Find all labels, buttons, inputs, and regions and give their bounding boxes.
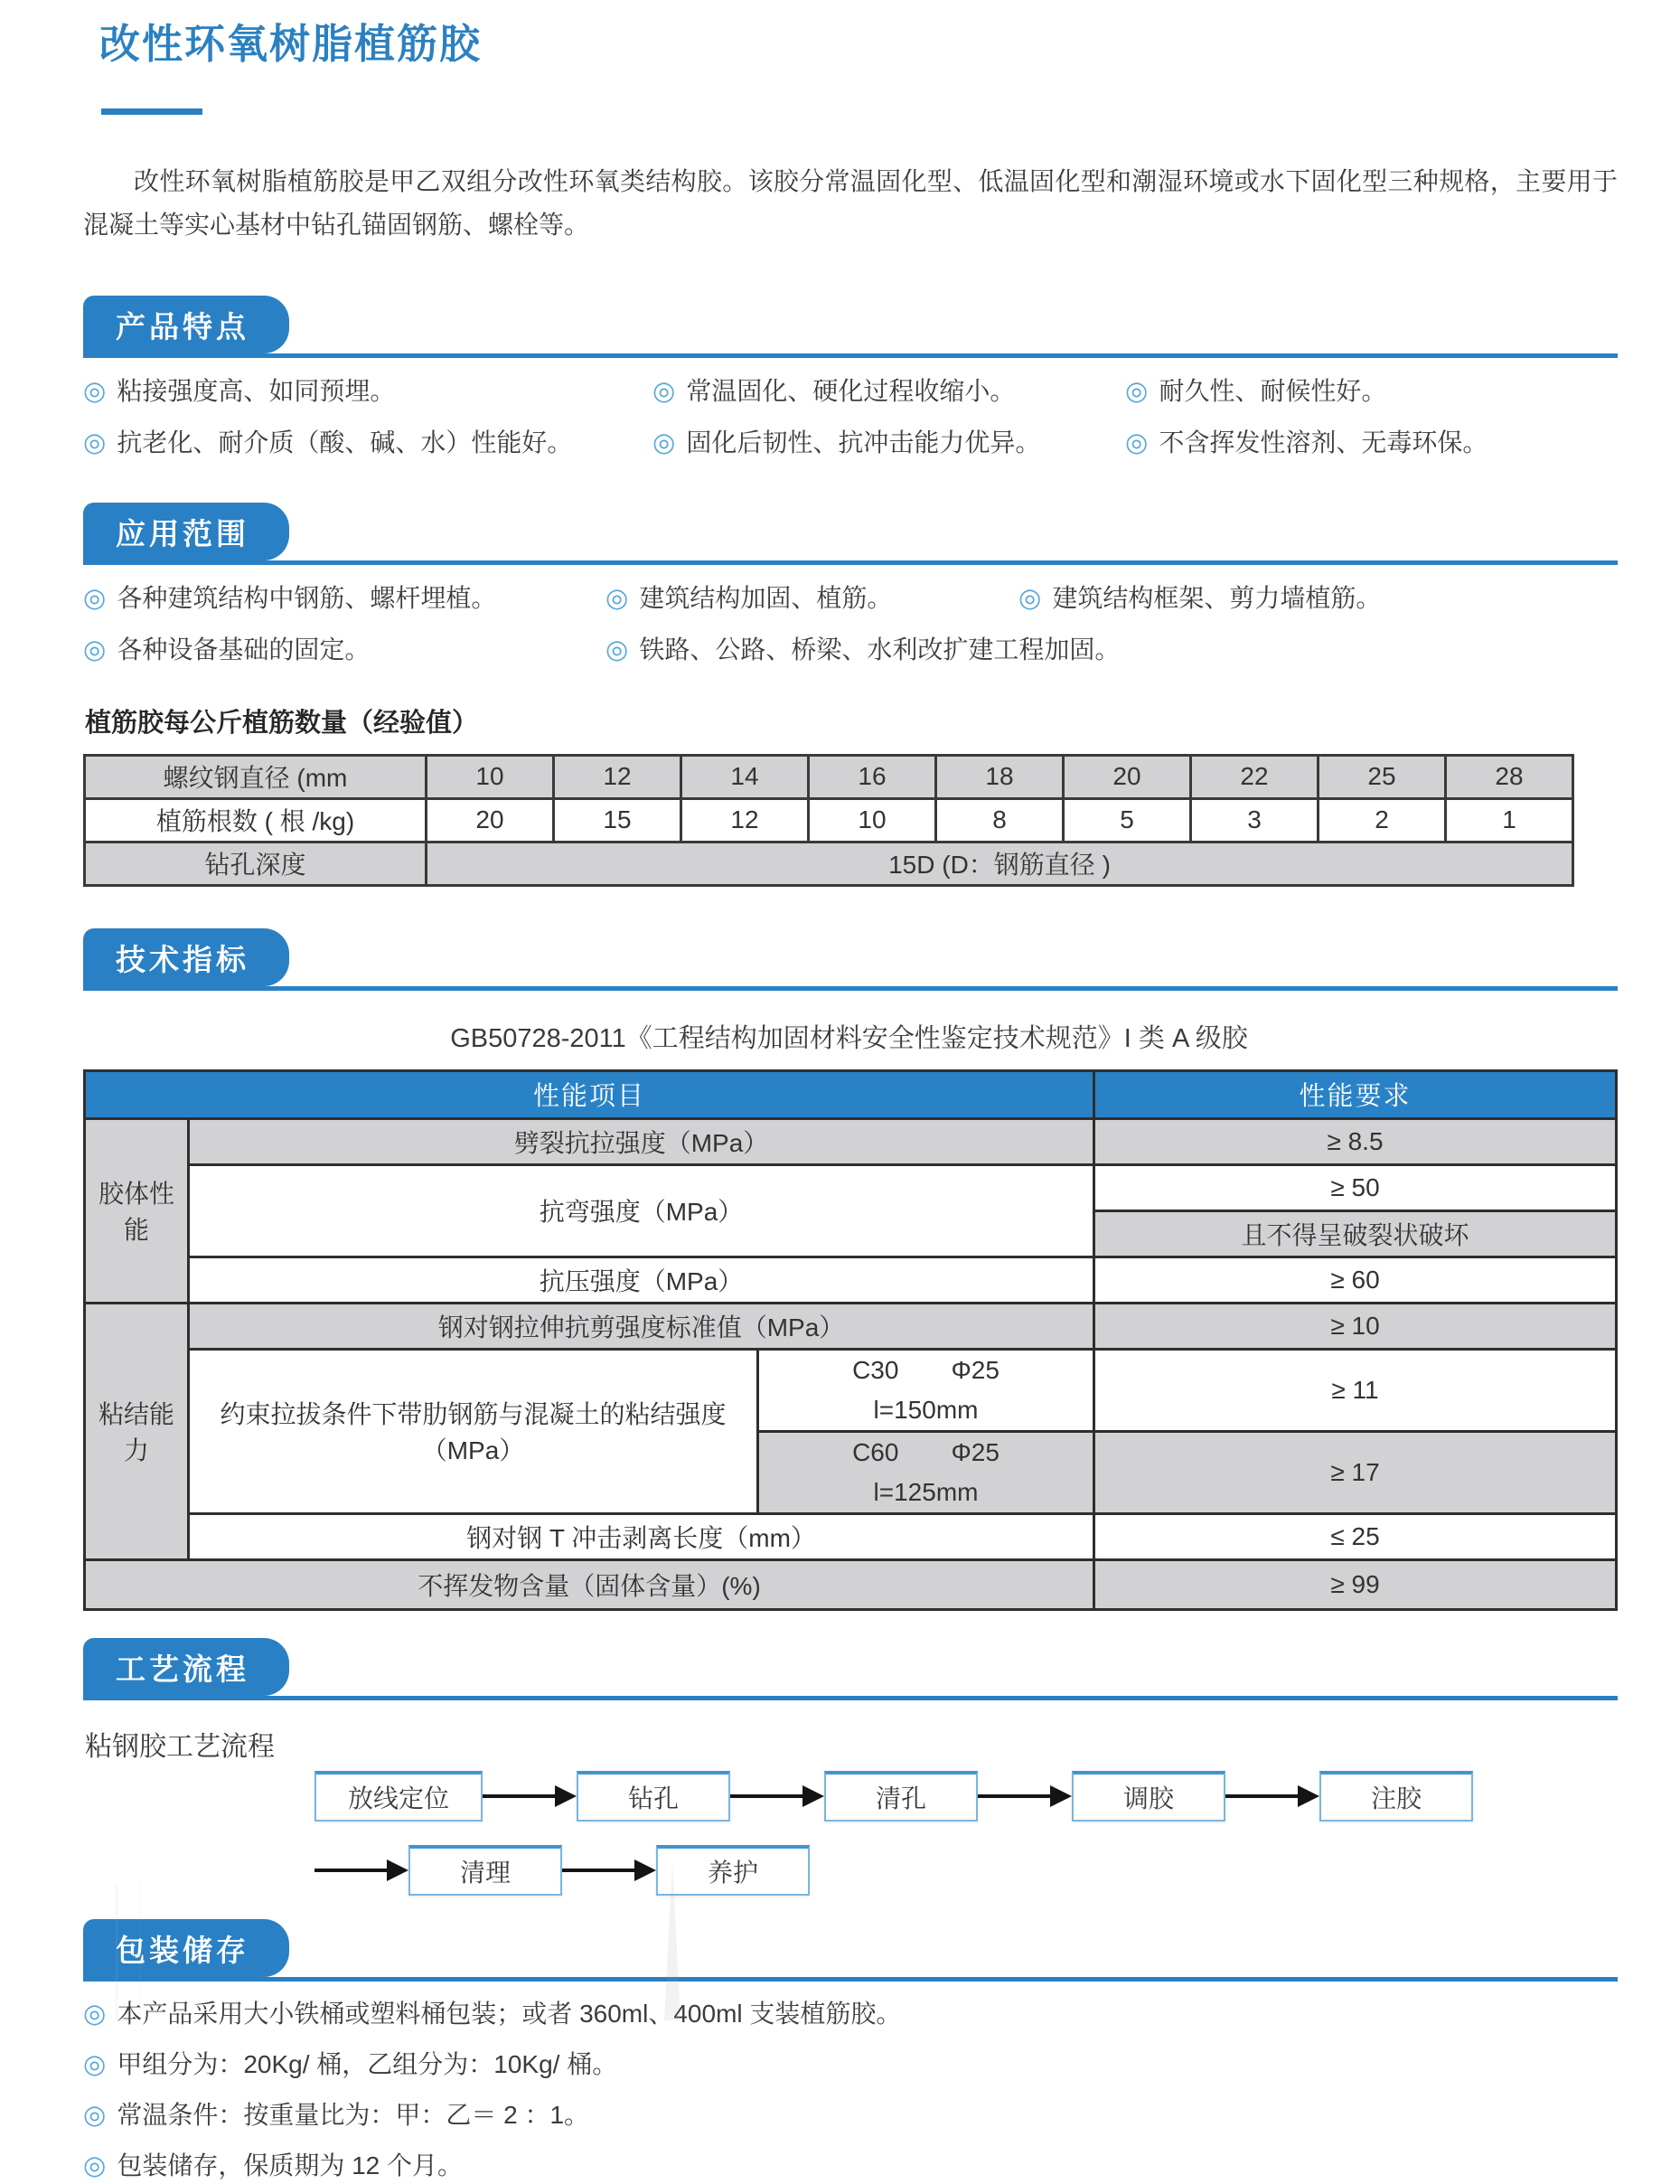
arrow-right-icon xyxy=(978,1785,1072,1807)
table-cell: 28 xyxy=(1446,755,1573,798)
requirement-value: ≥ 10 xyxy=(1094,1303,1617,1349)
applications-row-1 xyxy=(83,580,1618,617)
table-row xyxy=(85,1257,1617,1303)
list-item xyxy=(1125,373,1386,410)
property-label: 钢对钢拉伸抗剪强度标准值（MPa） xyxy=(189,1303,1094,1349)
table-row xyxy=(85,1559,1617,1609)
list-item xyxy=(652,373,1125,410)
table-cell: 22 xyxy=(1191,755,1319,798)
table-row xyxy=(85,1118,1617,1164)
requirement-note: 且不得呈破裂状破坏 xyxy=(1094,1210,1617,1257)
test-condition-cell xyxy=(758,1431,1094,1513)
requirement-value: ≥ 50 xyxy=(1094,1164,1617,1210)
process-heading-badge: 工艺流程 xyxy=(83,1638,289,1696)
table-cell: 14 xyxy=(681,755,809,798)
feature-text: 粘接强度高、如同预埋。 xyxy=(117,376,396,405)
feature-text: 耐久性、耐候性好。 xyxy=(1159,376,1387,405)
section-header-applications xyxy=(83,503,1618,565)
arrow-right-icon xyxy=(483,1785,577,1807)
table-cell: 2 xyxy=(1319,798,1446,842)
features-row-2 xyxy=(83,425,1618,461)
requirement-value: ≥ 17 xyxy=(1094,1431,1617,1513)
application-text: 建筑结构加固、植筋。 xyxy=(639,583,893,612)
bullet-icon: ◎ xyxy=(83,583,107,613)
process-flow-label: 粘钢胶工艺流程 xyxy=(85,1731,275,1762)
table-cell: 1 xyxy=(1446,798,1573,842)
property-label: 钢对钢 T 冲击剥离长度（mm） xyxy=(189,1513,1094,1559)
table-cell: 18 xyxy=(936,755,1064,798)
flow-step: 调胶 xyxy=(1072,1771,1225,1822)
packaging-text: 包装储存，保质期为 12 个月。 xyxy=(117,2151,464,2179)
feature-text: 不含挥发性溶剂、无毒环保。 xyxy=(1159,428,1488,457)
bullet-icon: ◎ xyxy=(83,428,107,457)
table-cell: 3 xyxy=(1191,798,1319,842)
packaging-text: 常温条件：按重量比为：甲：乙＝ 2 ：1。 xyxy=(117,2100,590,2129)
list-item xyxy=(83,2097,1618,2133)
table-cell: 10 xyxy=(809,798,936,842)
list-item xyxy=(83,373,652,410)
table-cell: 5 xyxy=(1064,798,1191,842)
arrow-right-icon xyxy=(562,1859,656,1881)
tech-table-caption: GB50728-2011《工程结构加固材料安全性鉴定技术规范》I 类 A 级胶 xyxy=(450,1023,1248,1053)
table-row xyxy=(85,1349,1617,1431)
list-item xyxy=(83,580,605,617)
table-row xyxy=(85,1513,1617,1559)
feature-text: 常温固化、硬化过程收缩小。 xyxy=(686,376,1016,405)
table-cell: 20 xyxy=(1064,755,1191,798)
title-underline xyxy=(101,108,202,115)
bullet-icon: ◎ xyxy=(83,2100,107,2130)
bullet-icon: ◎ xyxy=(83,376,107,406)
document-page xyxy=(0,21,1680,2180)
table-cell: 8 xyxy=(936,798,1064,842)
rebar-diameter-label: 螺纹钢直径 (mm xyxy=(85,755,427,798)
table-cell: 15 xyxy=(554,798,681,842)
property-label: 劈裂抗拉强度（MPa） xyxy=(189,1118,1094,1164)
features-row-1 xyxy=(83,373,1618,410)
tech-table xyxy=(83,1069,1618,1611)
bullet-icon: ◎ xyxy=(1018,583,1042,613)
list-item xyxy=(83,2148,1618,2184)
list-item xyxy=(605,580,1018,617)
list-item xyxy=(1125,425,1488,461)
list-item xyxy=(83,632,605,668)
embed-length: l=125mm xyxy=(873,1477,979,1506)
property-label: 约束拉拔条件下带肋钢筋与混凝土的粘结强度（MPa） xyxy=(189,1349,758,1513)
flow-step: 钻孔 xyxy=(577,1771,730,1822)
packaging-text: 本产品采用大小铁桶或塑料桶包装；或者 360ml、400ml 支装植筋胶。 xyxy=(117,1999,902,2028)
application-text: 各种建筑结构中钢筋、螺杆埋植。 xyxy=(117,583,497,612)
table-row xyxy=(85,755,1573,798)
applications-row-2 xyxy=(83,632,1618,668)
arrow-right-icon xyxy=(730,1785,824,1807)
bullet-icon: ◎ xyxy=(605,635,629,664)
list-item xyxy=(1018,580,1381,617)
requirement-value: ≥ 8.5 xyxy=(1094,1118,1617,1164)
section-header-tech xyxy=(83,928,1618,991)
bullet-icon: ◎ xyxy=(652,428,676,457)
packaging-heading-badge: 包装储存 xyxy=(83,1919,289,1977)
requirement-value: ≥ 60 xyxy=(1094,1257,1617,1303)
table-row xyxy=(85,842,1573,885)
group-label-adhesive: 胶体性能 xyxy=(85,1118,189,1303)
bullet-icon: ◎ xyxy=(83,635,107,664)
application-text: 各种设备基础的固定。 xyxy=(117,635,371,664)
rebar-phi: Φ25 xyxy=(951,1356,1000,1385)
table-row xyxy=(85,1164,1617,1210)
table-row xyxy=(85,798,1573,842)
bullet-icon: ◎ xyxy=(605,583,629,613)
application-text: 铁路、公路、桥梁、水利改扩建工程加固。 xyxy=(639,635,1121,664)
process-flow-row-2 xyxy=(314,1845,1618,1896)
embed-length: l=150mm xyxy=(873,1395,979,1424)
list-item xyxy=(652,425,1125,461)
features-heading-badge: 产品特点 xyxy=(83,296,289,353)
tech-heading-badge: 技术指标 xyxy=(83,928,289,986)
tech-header-req: 性能要求 xyxy=(1094,1070,1617,1118)
table-cell: 10 xyxy=(427,755,554,798)
drill-depth-label: 钻孔深度 xyxy=(85,842,427,885)
concrete-grade: C30 xyxy=(852,1356,899,1385)
list-item xyxy=(83,1996,1618,2032)
table-row xyxy=(85,1303,1617,1349)
rebar-phi: Φ25 xyxy=(951,1438,1000,1467)
process-flow-row-1 xyxy=(314,1771,1618,1822)
table-cell: 25 xyxy=(1319,755,1446,798)
section-header-packaging xyxy=(83,1919,1618,1982)
list-item xyxy=(83,2047,1618,2083)
list-item xyxy=(605,632,1120,668)
flow-step: 注胶 xyxy=(1319,1771,1473,1822)
section-header-process xyxy=(83,1638,1618,1700)
table-cell: 12 xyxy=(554,755,681,798)
bullet-icon: ◎ xyxy=(652,376,676,406)
property-label: 不挥发物含量（固体含量）(%) xyxy=(85,1559,1094,1609)
applications-list xyxy=(83,580,1618,668)
bullet-icon: ◎ xyxy=(1125,376,1149,406)
packaging-text: 甲组分为：20Kg/ 桶，乙组分为：10Kg/ 桶。 xyxy=(117,2049,618,2078)
arrow-right-icon xyxy=(1225,1785,1319,1807)
requirement-value: ≤ 25 xyxy=(1094,1513,1617,1559)
application-text: 建筑结构框架、剪力墙植筋。 xyxy=(1052,583,1382,612)
packaging-list xyxy=(83,1996,1618,2184)
flow-step: 清理 xyxy=(408,1845,562,1896)
concrete-grade: C60 xyxy=(852,1438,899,1467)
intro-paragraph: 改性环氧树脂植筋胶是甲乙双组分改性环氧类结构胶。该胶分常温固化型、低温固化型和潮湿环境或水下固化型三种规格，主要用于混凝土等实心基材中钻孔锚固钢筋、螺栓等。 xyxy=(83,166,1618,239)
property-label: 抗压强度（MPa） xyxy=(189,1257,1094,1303)
drill-depth-value: 15D (D：钢筋直径 ) xyxy=(427,842,1573,885)
tech-header-item: 性能项目 xyxy=(85,1070,1094,1118)
list-item xyxy=(83,425,652,461)
feature-text: 抗老化、耐介质（酸、碱、水）性能好。 xyxy=(117,428,573,457)
table-cell: 12 xyxy=(681,798,809,842)
applications-heading-badge: 应用范围 xyxy=(83,503,289,560)
rebar-table xyxy=(83,754,1574,887)
table-cell: 20 xyxy=(427,798,554,842)
bullet-icon: ◎ xyxy=(83,2049,107,2079)
flow-step: 清孔 xyxy=(824,1771,978,1822)
rebar-table-caption: 植筋胶每公斤植筋数量（经验值） xyxy=(85,708,479,738)
test-condition-cell xyxy=(758,1349,1094,1431)
group-label-bonding: 粘结能力 xyxy=(85,1303,189,1559)
flow-step: 养护 xyxy=(656,1845,810,1896)
bullet-icon: ◎ xyxy=(1125,428,1149,457)
requirement-value: ≥ 11 xyxy=(1094,1349,1617,1431)
section-header-features xyxy=(83,296,1618,358)
bullet-icon: ◎ xyxy=(83,1999,107,2029)
property-label: 抗弯强度（MPa） xyxy=(189,1164,1094,1257)
page-title: 改性环氧树脂植筋胶 xyxy=(99,21,483,67)
rebar-count-label: 植筋根数 ( 根 /kg) xyxy=(85,798,427,842)
requirement-value: ≥ 99 xyxy=(1094,1559,1617,1609)
table-header-row xyxy=(85,1070,1617,1118)
feature-text: 固化后韧性、抗冲击能力优异。 xyxy=(686,428,1041,457)
features-list xyxy=(83,373,1618,461)
flow-step: 放线定位 xyxy=(314,1771,483,1822)
arrow-right-icon xyxy=(314,1859,408,1881)
table-cell: 16 xyxy=(809,755,936,798)
bullet-icon: ◎ xyxy=(83,2151,107,2180)
